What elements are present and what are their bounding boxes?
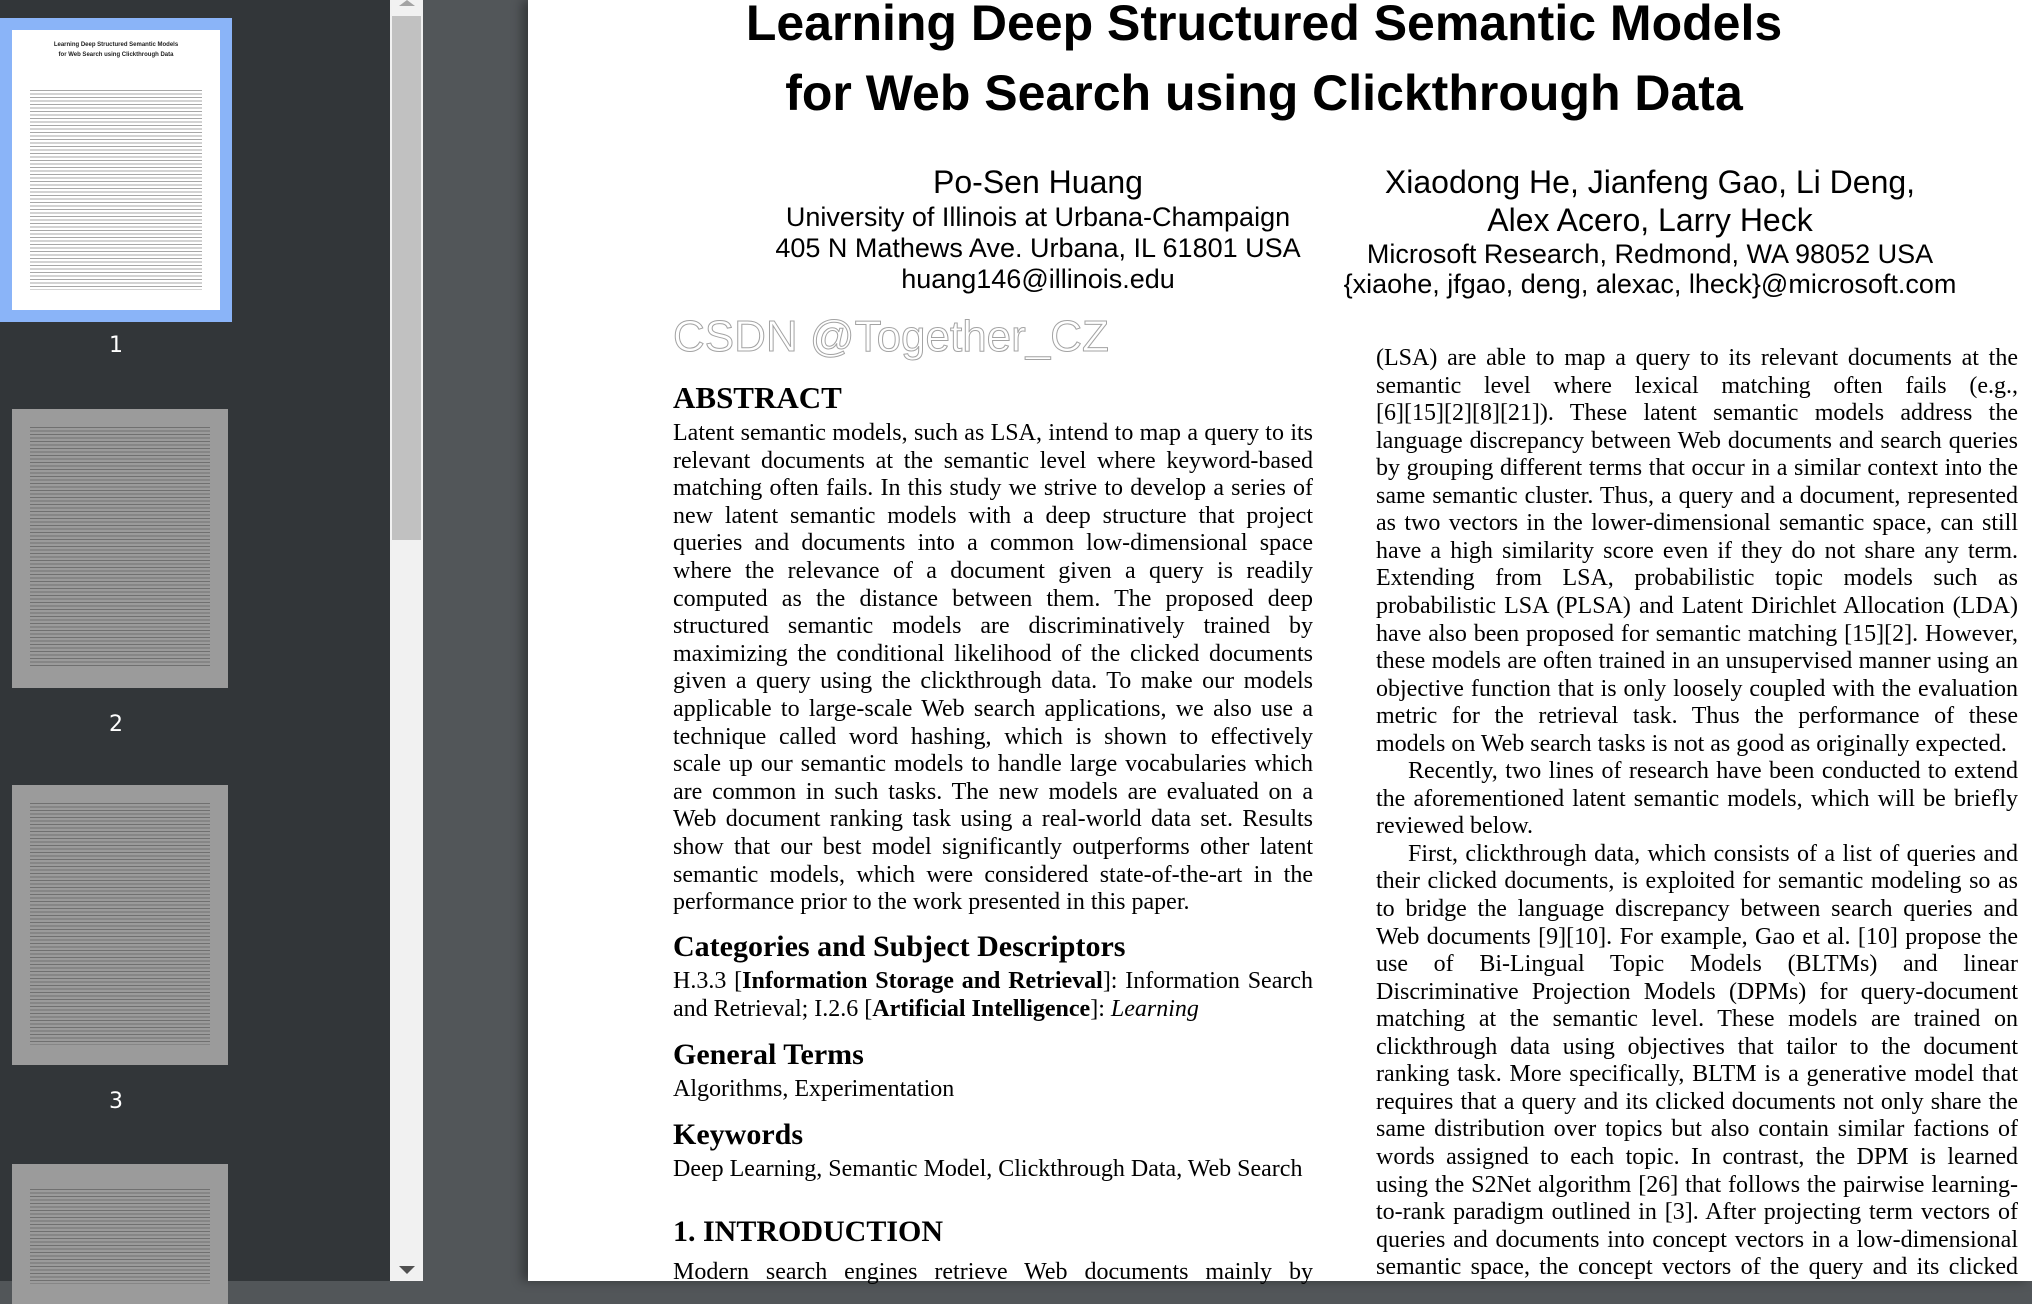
- abstract-line: Latent semantic models, such as LSA, intend to map a query to its: [673, 420, 1313, 446]
- abstract-line: matching often fails. In this study we strive to develop a series of: [673, 475, 1313, 502]
- right-column-line: to bridge the language discrepancy between search queries and: [1376, 896, 2018, 922]
- right-column-line: to-rank paradigm outlined in [3]. After projecting term vectors of: [1376, 1199, 2018, 1226]
- general-terms-heading: General Terms: [673, 1038, 864, 1071]
- right-column-line: probabilistic LSA (PLSA) and Latent Dirichlet Allocation (LDA): [1376, 592, 2018, 619]
- abstract-line: computed as the distance between them. The proposed deep: [673, 585, 1313, 612]
- thumbnail-scrollbar[interactable]: [390, 0, 423, 1281]
- italic-text: Learning: [1110, 996, 1199, 1022]
- abstract-line: new latent semantic models with a deep structure that project: [673, 502, 1313, 529]
- author2-email: {xiaohe, jfgao, deng, alexac, lheck}@microsoft.com: [1343, 269, 1957, 299]
- page-thumbnail-1[interactable]: [12, 30, 220, 310]
- abstract-line: show that our best model significantly outperforms other latent: [673, 834, 1313, 860]
- thumbnail-text: [30, 90, 202, 290]
- right-column-line: metric for the retrieval task. Thus the performance of these: [1376, 703, 2018, 730]
- right-column-line: semantic level where lexical matching often fails (e.g.,: [1376, 372, 2018, 399]
- page-thumbnail-3[interactable]: [12, 785, 228, 1065]
- categories-line-2: [673, 995, 1313, 1023]
- text: and Retrieval; I.2.6 [: [673, 996, 873, 1022]
- scrollbar-thumb[interactable]: [392, 16, 421, 540]
- text: ]:: [1090, 996, 1111, 1022]
- page-number-label: 1: [109, 333, 123, 358]
- introduction-first-line: Modern search engines retrieve Web documents mainly by: [673, 1259, 1313, 1285]
- abstract-line: are common in such tasks. The new models are evaluated on a: [673, 778, 1313, 805]
- page-thumbnail-4[interactable]: [12, 1164, 228, 1304]
- right-column-line: clickthrough data using objectives that tailor to the document: [1376, 1033, 2018, 1060]
- thumbnail-text: [30, 427, 210, 668]
- abstract-line: maximizing the conditional likelihood of the clicked documents: [673, 640, 1313, 667]
- general-terms: Algorithms, Experimentation: [673, 1076, 955, 1102]
- watermark: CSDN @Together_CZ: [673, 312, 1109, 361]
- paper-title-line-2: for Web Search using Clickthrough Data: [785, 65, 1743, 121]
- right-column-line: by grouping different terms that occur in a similar context into the: [1376, 455, 2018, 482]
- right-column-line: have a high similarity score even if they do not share any term.: [1376, 537, 2018, 564]
- author1-address: 405 N Mathews Ave. Urbana, IL 61801 USA: [775, 233, 1301, 263]
- abstract-line: scale up our semantic models to handle large vocabularies which: [673, 751, 1313, 778]
- right-column-line: matching at the semantic level. These models are trained on: [1376, 1006, 2018, 1033]
- abstract-line: structured semantic models are discriminatively trained by: [673, 613, 1313, 640]
- page-number-label: 3: [109, 1089, 123, 1114]
- right-column-line: reviewed below.: [1376, 813, 1534, 840]
- author1-name: Po-Sen Huang: [933, 164, 1143, 200]
- right-column-line: (LSA) are able to map a query to its relevant documents at the: [1376, 345, 2018, 371]
- right-column-line: Web documents [9][10]. For example, Gao et al. [10] propose the: [1376, 923, 2018, 950]
- categories-line-1: [673, 967, 1313, 995]
- abstract-line: applicable to large-scale Web search applications, we also use a: [673, 696, 1313, 722]
- right-column-line: these models are often trained in an unsupervised manner using an: [1376, 648, 2018, 675]
- right-column-line: using the S2Net algorithm [26] that follows the pairwise learning-: [1376, 1171, 2018, 1198]
- abstract-line: where the relevance of a document given a query is readily: [673, 558, 1313, 584]
- author1-affiliation: University of Illinois at Urbana-Champaign: [785, 202, 1291, 232]
- page-thumbnail-2[interactable]: [12, 409, 228, 688]
- scroll-up-arrow-icon[interactable]: [399, 0, 415, 6]
- bold-text: Information Storage and Retrieval: [742, 968, 1103, 994]
- right-column-line: semantic space, the concept vectors of the query and its clicked: [1376, 1254, 2018, 1281]
- right-column-line: objective function that is only loosely coupled with the evaluation: [1376, 675, 2018, 702]
- thumbnail-text: [30, 803, 210, 1045]
- right-column-line: their clicked documents, is exploited for semantic modeling so as: [1376, 868, 2018, 895]
- thumbnail-title: for Web Search using Clickthrough Data: [58, 52, 174, 58]
- right-column-line: models on Web search tasks is not as good as originally expected.: [1376, 730, 2007, 757]
- author2-affiliation: Microsoft Research, Redmond, WA 98052 USA: [1366, 239, 1934, 269]
- right-column-line: First, clickthrough data, which consists of a list of queries and: [1408, 840, 2018, 867]
- right-column-line: Recently, two lines of research have been conducted to extend: [1408, 758, 2018, 785]
- right-column-line: Discriminative Projection Models (DPMs) for query-document: [1376, 978, 2018, 1005]
- introduction-heading: 1. INTRODUCTION: [673, 1215, 944, 1248]
- right-column-line: same semantic cluster. Thus, a query and a document, represented: [1376, 482, 2018, 509]
- abstract-line: semantic models, which were considered state-of-the-art in the: [673, 861, 1313, 888]
- abstract-line: queries and documents into a common low-dimensional space: [673, 530, 1313, 557]
- page-number-label: 2: [109, 712, 123, 737]
- right-column-line: same distribution over topics but also contain similar factions of: [1376, 1116, 2018, 1143]
- abstract-line: given a query using the clickthrough data. To make our models: [673, 668, 1313, 695]
- scroll-down-arrow-icon[interactable]: [399, 1266, 415, 1274]
- abstract-heading: ABSTRACT: [673, 380, 842, 415]
- author1-email: huang146@illinois.edu: [901, 264, 1175, 294]
- abstract-line: relevant documents at the semantic level where keyword-based: [673, 447, 1313, 474]
- abstract-line: technique called word hashing, which is shown to effectively: [673, 723, 1313, 750]
- right-column-line: have also been proposed for semantic matching [15][2]. However,: [1376, 620, 2018, 647]
- text: H.3.3 [: [673, 968, 743, 994]
- abstract-line: performance prior to the work presented in this paper.: [673, 889, 1190, 916]
- abstract-line: Web document ranking task using a real-world data set. Results: [673, 806, 1313, 833]
- right-column-line: queries and documents into concept vectors in a low-dimensional: [1376, 1226, 2018, 1253]
- right-column-line: language discrepancy between Web documents and search queries: [1376, 427, 2018, 454]
- paper-title-line-1: Learning Deep Structured Semantic Models: [745, 0, 1783, 51]
- thumbnail-title: Learning Deep Structured Semantic Models: [53, 42, 179, 48]
- right-column-line: Extending from LSA, probabilistic topic models such as: [1376, 565, 2018, 592]
- keywords-heading: Keywords: [673, 1118, 803, 1151]
- categories-heading: Categories and Subject Descriptors: [673, 930, 1126, 963]
- right-column-line: as two vectors in the lower-dimensional semantic space, can still: [1376, 510, 2018, 537]
- author2-names-1: Xiaodong He, Jianfeng Gao, Li Deng,: [1384, 164, 1916, 200]
- right-column-line: [6][15][2][8][21]). These latent semantic models address the: [1376, 400, 2018, 427]
- right-column-line: words assigned to each topic. In contrast, the DPM is learned: [1376, 1143, 2018, 1170]
- right-column-line: use of Bi-Lingual Topic Models (BLTMs) and linear: [1376, 951, 2018, 978]
- text: ]: Information Search: [1102, 968, 1313, 994]
- right-column-line: ranking task. More specifically, BLTM is a generative model that: [1376, 1061, 2018, 1088]
- right-column-line: requires that a query and its clicked documents not only share the: [1376, 1088, 2018, 1115]
- right-column-line: the aforementioned latent semantic models, which will be briefly: [1376, 785, 2018, 812]
- pdf-page: [528, 0, 2032, 1285]
- thumbnail-text: [30, 1189, 210, 1284]
- bold-text: Artificial Intelligence: [872, 996, 1091, 1022]
- keywords: Deep Learning, Semantic Model, Clickthrough Data, Web Search: [673, 1156, 1303, 1182]
- thumbnail-sidebar: [0, 0, 390, 1281]
- author2-names-2: Alex Acero, Larry Heck: [1487, 202, 1813, 238]
